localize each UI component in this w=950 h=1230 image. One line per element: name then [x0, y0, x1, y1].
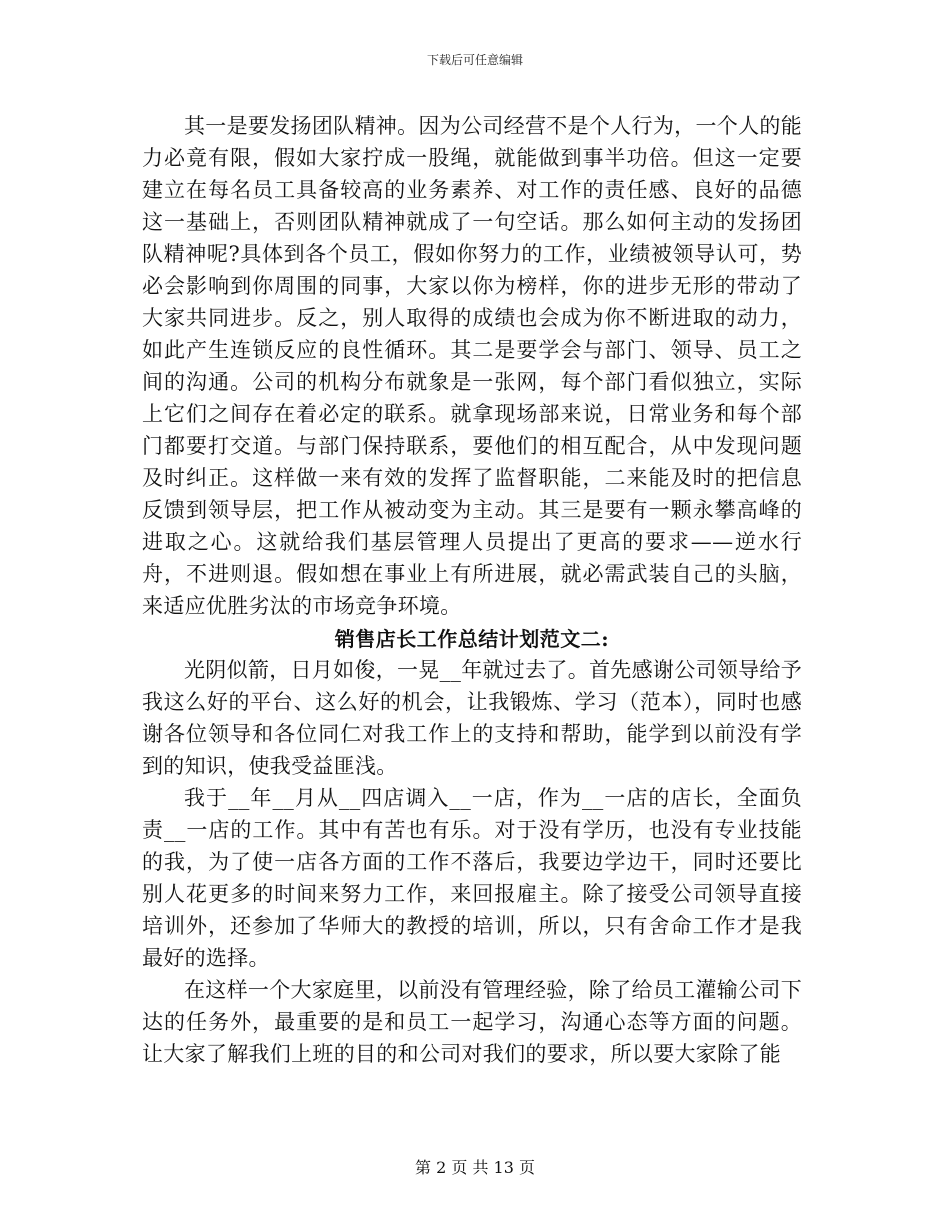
body-paragraph-1: 其一是要发扬团队精神。因为公司经营不是个人行为，一个人的能力必竟有限，假如大家拧成一股绳，就能做到事半功倍。但这一定要建立在每名员工具备较高的业务素养、对工作的责任感、良好的品德这一基础上，否则团队精神就成了一句空话。那么如何主动的发扬团队精神呢?具体到各个员工，假如你努力的工作，业绩被领导认可，势必会影响到你周围的同事，大家以你为榜样，你的进步无形的带动了大家共同进步。反之，别人取得的成绩也会成为你不断进取的动力，如此产生连锁反应的良性循环。其二是要学会与部门、领导、员工之间的沟通。公司的机构分布就象是一张网，每个部门看似独立，实际上它们之间存在着必定的联系。就拿现场部来说，日常业务和每个部门都要打交道。与部门保持联系，要他们的相互配合，从中发现问题及时纠正。这样做一来有效的发挥了监督职能，二来能及时的把信息反馈到领导层，把工作从被动变为主动。其三是要有一颗永攀高峰的进取之心。这就给我们基层管理人员提出了更高的要求——逆水行舟，不进则退。假如想在事业上有所进展，就必需武装自己的头脑，来适应优胜劣汰的市场竞争环境。	[142, 114, 802, 618]
section-title: 销售店长工作总结计划范文二:	[334, 627, 610, 651]
body-paragraph-3: 我于__年__月从__四店调入__一店，作为__一店的店长，全面负责__一店的工作。其中有苦也有乐。对于没有学历，也没有专业技能的我，为了使一店各方面的工作不落后，我要边学边干，同时还要比别人花更多的时间来努力工作，来回报雇主。除了接受公司领导直接培训外，还参加了华师大的教授的培训，所以，只有舍命工作才是我最好的选择。	[142, 786, 802, 970]
body-paragraph-2: 光阴似箭，日月如俊，一晃__年就过去了。首先感谢公司领导给予我这么好的平台、这么好的机会，让我锻炼、学习（范本），同时也感谢各位领导和各位同仁对我工作上的支持和帮助，能学到以前没有学到的知识，使我受益匪浅。	[142, 658, 802, 778]
document-body	[142, 110, 802, 1070]
page-header: 下载后可任意编辑	[426, 53, 523, 67]
page-footer: 第 2 页 共 13 页	[415, 1158, 535, 1177]
body-paragraph-4: 在这样一个大家庭里，以前没有管理经验，除了给员工灌输公司下达的任务外，最重要的是和员工一起学习，沟通心态等方面的问题。让大家了解我们上班的目的和公司对我们的要求，所以要大家除了能	[142, 978, 802, 1066]
